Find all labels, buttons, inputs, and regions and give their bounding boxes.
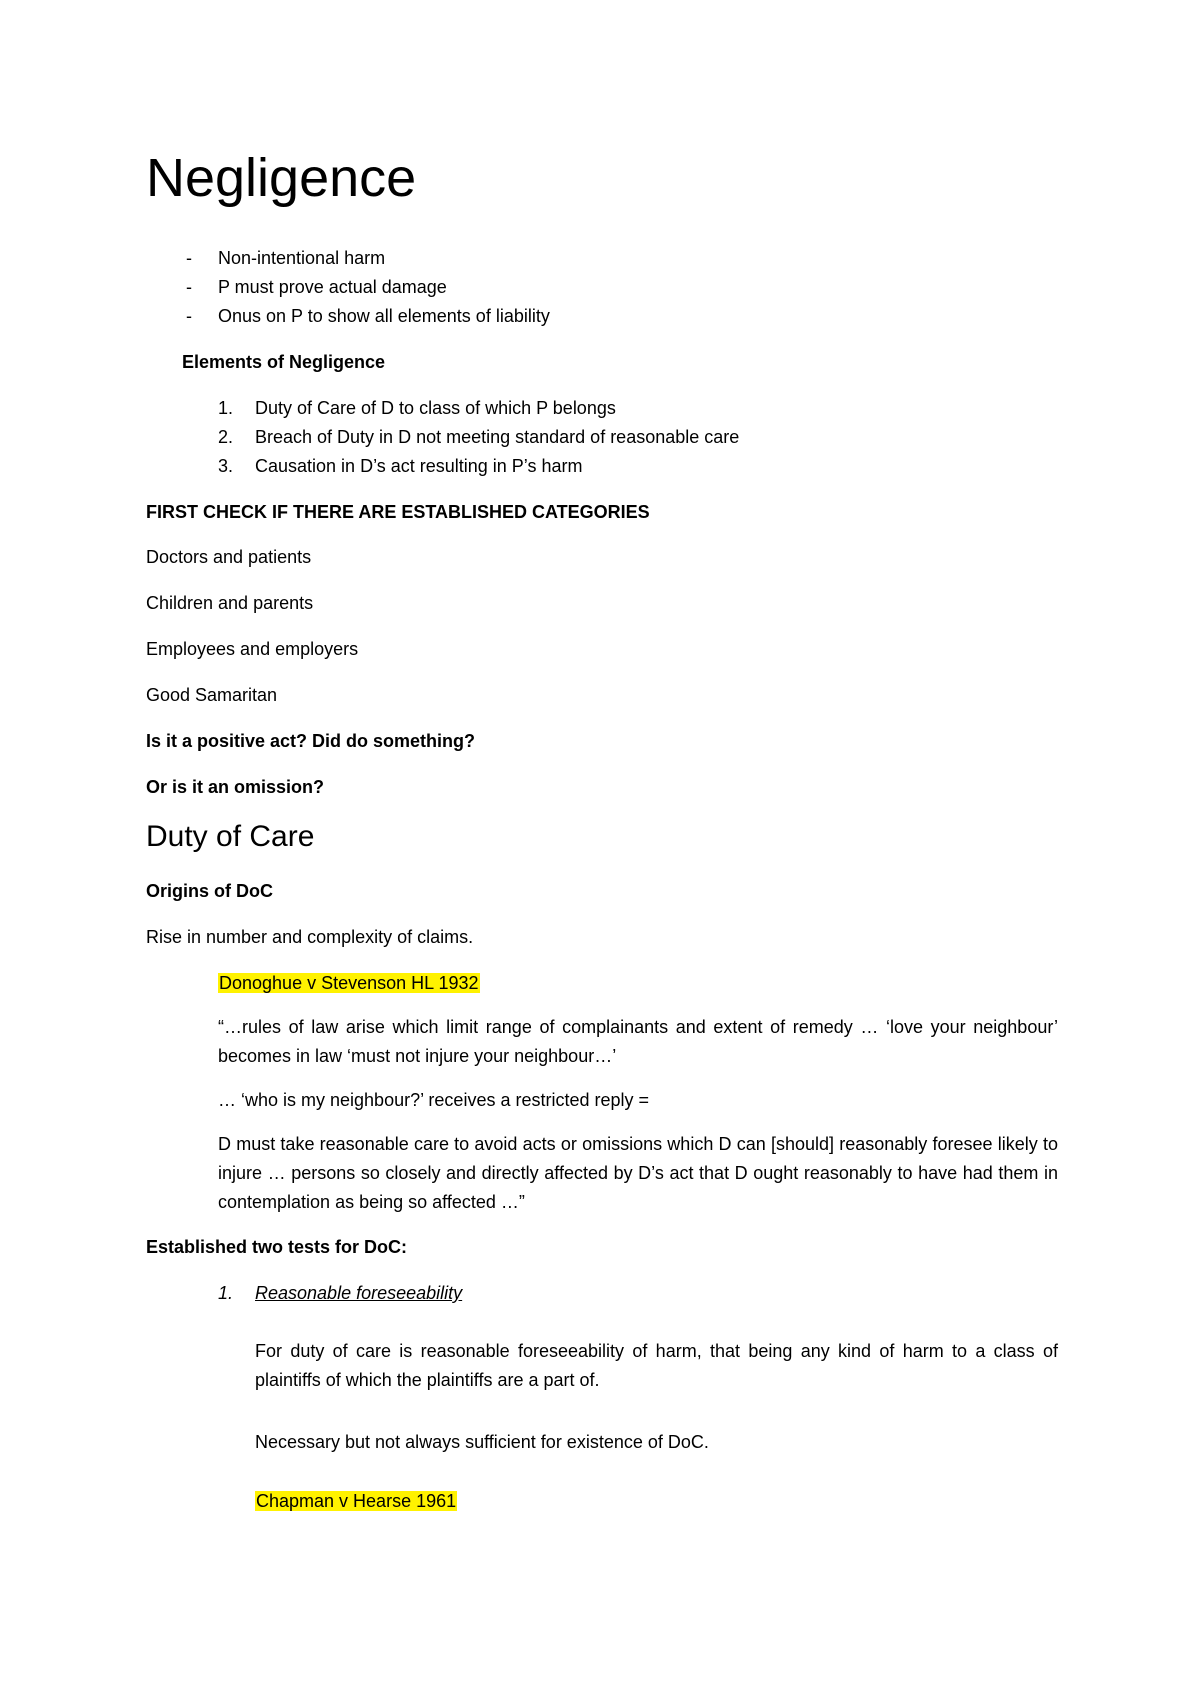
list-number: 1. [218, 1283, 234, 1303]
category-item: Employees and employers [146, 639, 359, 659]
tests-heading: Established two tests for DoC: [146, 1237, 408, 1257]
question-positive: Is it a positive act? Did do something? [146, 731, 476, 751]
category-item: Children and parents [146, 593, 314, 613]
quote-paragraph: “…rules of law arise which limit range of complainants and extent of remedy … ‘love your neighbour’ becomes in law ‘must not injure your neighbour…’ [218, 1017, 1058, 1066]
case-citation [255, 1489, 457, 1513]
bullet-item: Non-intentional harm [218, 248, 386, 268]
list-number: 3. [218, 456, 234, 476]
category-item: Good Samaritan [146, 685, 278, 705]
quote-paragraph: D must take reasonable care to avoid acts or omissions which D can [should] reasonably foresee likely to injure … persons so closely and directly affected by D’s act that D ought reasonably to have had them in contemplation as being so affected …” [218, 1134, 1058, 1212]
case-citation [218, 971, 480, 995]
list-number: 1. [218, 398, 234, 418]
first-check-heading: FIRST CHECK IF THERE ARE ESTABLISHED CATEGORIES [146, 502, 650, 522]
list-item: Causation in D’s act resulting in P’s harm [255, 456, 583, 476]
question-omission: Or is it an omission? [146, 777, 325, 797]
case-highlight: Donoghue v Stevenson HL 1932 [219, 973, 479, 993]
list-number: 2. [218, 427, 234, 447]
origins-text: Rise in number and complexity of claims. [146, 927, 474, 947]
bullet-item: P must prove actual damage [218, 277, 447, 297]
case-highlight: Chapman v Hearse 1961 [256, 1491, 457, 1511]
elements-heading: Elements of Negligence [182, 352, 386, 372]
origins-heading: Origins of DoC [146, 881, 273, 901]
list-item: Breach of Duty in D not meeting standard of reasonable care [255, 427, 740, 447]
section-title: Duty of Care [146, 820, 315, 853]
test-note: Necessary but not always sufficient for existence of DoC. [255, 1432, 709, 1452]
test-paragraph: For duty of care is reasonable foreseeability of harm, that being any kind of harm to a class of plaintiffs of which the plaintiffs are a part of. [255, 1341, 1058, 1390]
list-item: Duty of Care of D to class of which P belongs [255, 398, 616, 418]
bullet-marker: - [186, 306, 192, 326]
quote-line: … ‘who is my neighbour?’ receives a restricted reply = [218, 1090, 650, 1110]
bullet-marker: - [186, 277, 192, 297]
page-title: Negligence [146, 148, 417, 208]
category-item: Doctors and patients [146, 547, 312, 567]
test-title: Reasonable foreseeability [255, 1283, 463, 1303]
bullet-item: Onus on P to show all elements of liability [218, 306, 550, 326]
bullet-marker: - [186, 248, 192, 268]
